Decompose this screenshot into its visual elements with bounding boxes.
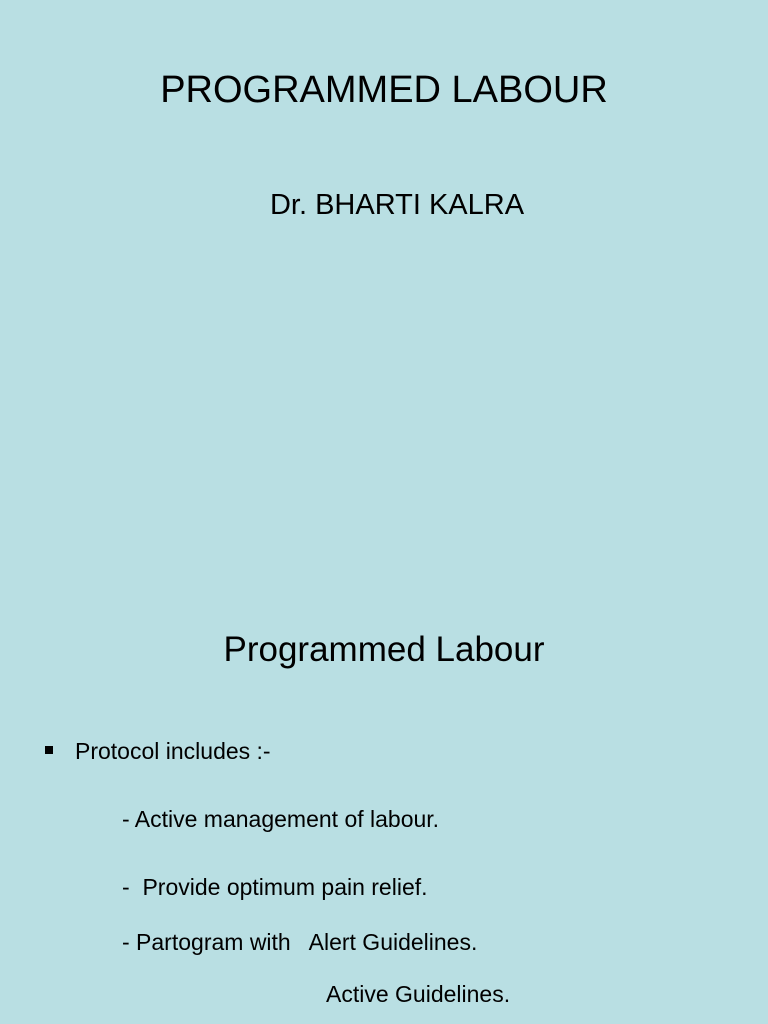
- slide-1-title: PROGRAMMED LABOUR: [160, 69, 608, 111]
- bullet-item: [45, 736, 271, 766]
- slide-programmed-labour: [0, 512, 768, 1024]
- slide-2-title: Programmed Labour: [223, 630, 545, 669]
- square-bullet-icon: [45, 746, 53, 754]
- slide-1-author: Dr. BHARTI KALRA: [269, 189, 525, 221]
- sub-item-active-management: - Active management of labour.: [122, 806, 440, 832]
- sub-item-pain-relief: - Provide optimum pain relief.: [122, 874, 428, 900]
- sub-item-partogram: - Partogram with Alert Guidelines.: [122, 929, 478, 955]
- sub-item-active-guidelines: Active Guidelines.: [326, 981, 511, 1007]
- bullet-text: Protocol includes :-: [75, 738, 271, 764]
